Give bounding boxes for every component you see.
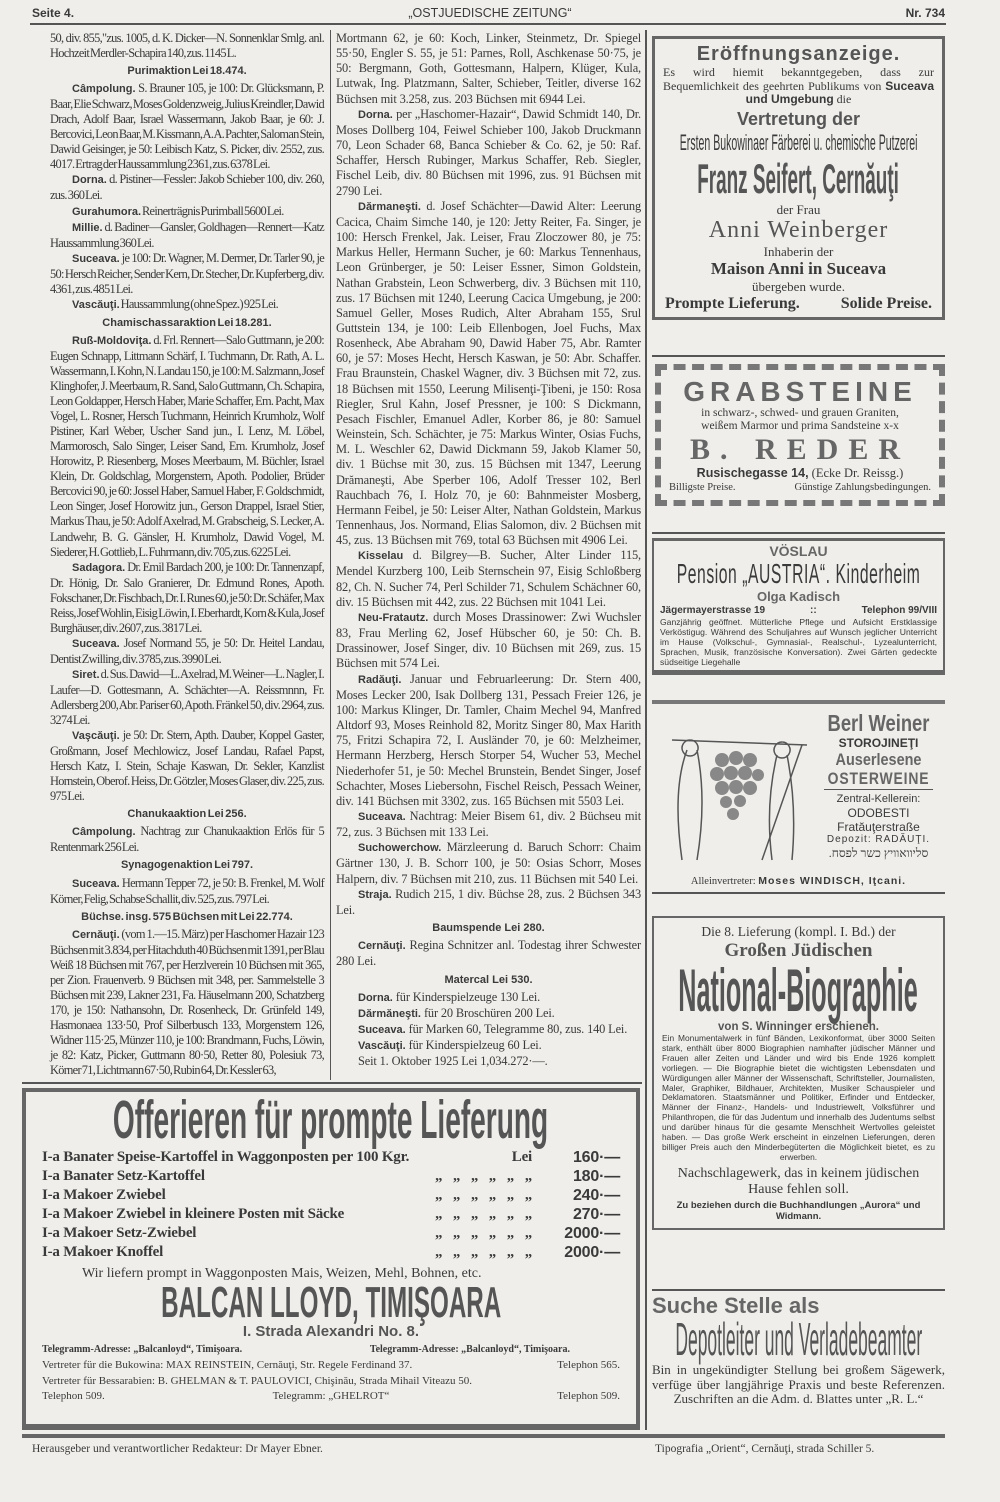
entry-text: Januar und Februarleerung: Dr. Stern 400, Moses Lecker 200, Isak Dollberg 131, Pessach Freier 126, je 100: Markus Klinger, Dr. Tamler, Chaim Mechel 94, Manfred Altdorf 93, Moses Reinhold 82, Moritz Singer 80, Max Harith 75, Fritzi Schapira 72, I. Ausländer 70, je 60: Melzheimer, Hermann Herzberg, Hersch Storper 54, Wucher 53, Mechel Niederhofer 51, je 50: Mechel Brunstein, Bendet Singer, Josef Schachter, Moses Liebersohn, Fischel Reisch, Pessach Weiner, div. 141 Büchsen mit 3302, zus. 165 Büchsen mit 5503 Lei. xyxy=(336,671,642,808)
place-name: Vascăuţi. xyxy=(72,298,120,311)
ditto-marks: „ „ „ „ „ „ xyxy=(434,1206,532,1222)
ad-line: Wir liefern prompt in Waggonposten Mais, Weizen, Mehl, Bohnen, etc. xyxy=(82,1266,482,1281)
entry-text: Hermann Tepper 72, je 50: B. Frenkel, M. Wolf Körner, Felig, Schabse Schallit, div. 525, zus. 797 Lei. xyxy=(50,875,324,906)
ditto-marks: „ „ „ „ „ „ xyxy=(434,1244,532,1260)
entry-text: Rudich 215, 1 div. Büchse 28, zus. 2 Büchsen 343 Lei. xyxy=(336,886,641,917)
ad-line: weißem Marmor und prima Sandsteine x-x xyxy=(701,420,899,432)
place-name: Suceava. xyxy=(72,252,120,265)
entry-text: S. Brauner 105, je 100: Dr. Glücksmann, P. Baar, Elie Schwarz, Moses Goldenzweig, Julius Kreindler, Dawid Drach, Adolf Baar, Israel Wassermann, Jakob Baar, je 60: J. Bercovici, Leon Baar, M. Kissmann, A. A. Pachter, Saloman Stein, Dawid Geisinger, je 50: Leibisch Katz, S. Picker, div. 2552, zus. 4017. Ertrag der Haussammlung 2361, zus. 6378 Lei. xyxy=(50,81,324,172)
ad-address: Jägermayerstrasse 19 xyxy=(660,605,766,616)
entry-text: Nachtrag: Meier Bisem 61, div. 2 Büchseu mit 72, zus. 3 Büchsen mit 133 Lei. xyxy=(336,808,641,840)
donation-entry xyxy=(336,990,641,1006)
section-heading: Matercal Lei 530. xyxy=(444,973,533,986)
donation-entry xyxy=(50,728,324,804)
ad-text: Ganzjährig geöffnet. Mütterliche Pflege und Aufsicht Erstklassige Verköstigug. Während des Schuljahres auf Wunsch jeglicher Unterricht im Hause (Volkschul-, Gymnasial-, Realschul-, Lyzealunterricht, Sprachen, Musik, französische Konversation). Zwei Gärten gedeckte südseitige Liegehalle xyxy=(660,617,937,667)
ad-title: Offerieren für prompte Lieferung xyxy=(113,1090,549,1150)
section-heading: Baumspende Lei 280. xyxy=(432,922,545,935)
ad-line: Telephon 565. xyxy=(557,1359,620,1371)
ad-line: Anni Weinberger xyxy=(708,216,889,243)
donation-entry xyxy=(50,297,324,313)
section-rule xyxy=(652,355,945,357)
entry-text: durch Moses Drassinower: Zwi Wuchsler 83, Frau Merling 62, Josef Hübscher 60, je 50: Ch. B. Drassinower, Josef Singer, div. 10 Büchsen mit 269, zus. 15 Büchsen mit 574 Lei. xyxy=(336,609,641,671)
ad-line: ODOBESTI xyxy=(847,806,910,820)
ad-company: Franz Seifert, Cernăuţi xyxy=(697,154,900,202)
place-name: Suceava. xyxy=(72,877,120,890)
donation-entry xyxy=(336,31,641,107)
ad-balcan-lloyd xyxy=(22,1088,640,1430)
ad-national-biographie xyxy=(652,916,945,1230)
place-name: Gurahumora. xyxy=(72,205,142,218)
donation-entry xyxy=(336,548,641,610)
product-price: 270·— xyxy=(572,1206,620,1223)
column-donations-2 xyxy=(336,31,641,1069)
price-row xyxy=(42,1167,620,1186)
ad-address-note: (Ecke Dr. Reissg.) xyxy=(811,466,904,480)
place-name: Dorna. xyxy=(358,991,393,1004)
product-price: 160·— xyxy=(572,1149,620,1166)
price-row xyxy=(42,1186,620,1205)
ad-title: National-Biographie xyxy=(678,957,919,1024)
entry-text: Regina Schnitzer anl. Todestag ihrer Schwester 280 Lei. xyxy=(336,938,641,969)
ad-title: GRABSTEINE xyxy=(683,376,917,407)
donation-entry xyxy=(50,333,324,560)
place-name: Suchowerchow. xyxy=(358,842,442,855)
footer-printer: Tipografia „Orient“, Cernăuţi, strada Schiller 5. xyxy=(655,1443,875,1455)
product-name: I-a Banater Speise-Kartoffel in Waggonposten per 100 Kgr. xyxy=(42,1149,410,1165)
section-rule xyxy=(652,532,945,534)
place-name: Neu-Fratautz. xyxy=(358,611,429,624)
place-name: Millie. xyxy=(72,221,103,234)
ad-line: Prompte Lieferung. xyxy=(665,294,800,312)
place-name: Straja. xyxy=(358,888,392,901)
section-rule xyxy=(652,700,945,704)
wine-carriers-illustration xyxy=(662,720,812,865)
ad-line: Ersten Bukowinaer Färberei u. chemische Putzerei xyxy=(679,129,918,155)
section-heading: Chanukaaktion Lei 256. xyxy=(127,808,247,821)
ad-company: B. REDER xyxy=(689,433,911,466)
place-name: Radăuţi. xyxy=(358,673,402,686)
ad-line: Depozit: RADĂUŢI. xyxy=(826,834,931,845)
place-name: Suceava. xyxy=(72,637,120,650)
entry-text: 50, div. 855,"zus. 1005, d. K. Dicker—N. Sonnenklar Smlg. anl. Hochzeit Merdler-Schapira 140, zus. 1145 L. xyxy=(50,31,324,61)
issue-number: Nr. 734 xyxy=(905,6,945,20)
ad-seifert xyxy=(652,36,945,320)
page-number: Seite 4. xyxy=(32,6,75,20)
donation-entry xyxy=(50,172,324,203)
ad-line: סליוואוויץ כשר לפסח. xyxy=(828,846,929,860)
place-name: Vascăuţi. xyxy=(358,1040,406,1053)
price-row xyxy=(42,1205,620,1224)
ad-line: Telegramm-Adresse: „Balcanloyd“, Timişoara. xyxy=(369,1344,570,1355)
entry-text: je 100: Dr. Wagner, M. Dermer, Dr. Tarler 90, je 50: Hersch Reicher, Sender Kern, Dr. Stecher, Dr. Kupferberg, div. 4361, zus. 4851 Lei. xyxy=(50,250,324,296)
ad-line: in schwarz-, schwed- und grauen Graniten, xyxy=(701,407,899,419)
section-rule xyxy=(652,1289,945,1291)
ad-line: Maison Anni in Suceava xyxy=(710,258,887,278)
donation-entry xyxy=(336,1006,641,1022)
ad-line: Vertretung der xyxy=(736,108,861,129)
ad-line: Suche Stelle als xyxy=(652,1293,820,1318)
donation-entry xyxy=(336,1038,641,1054)
entry-text: Mortmann 62, je 60: Koch, Linker, Steinmetz, Dr. Spiegel 55·50, Engler S. 55, je 51: Parnes, Roll, Aschkenase 50·75, je 50: Bergmann, Goth, Gottesmann, Halpern, Klüger, Kula, Lutwak, Ing. Platzmann, Salter, Schieber, Teitler, diverse 162 Büchsen mit 3.258, zus. 203 Büchsen mit 6944 Lei. xyxy=(336,31,641,106)
entry-text: Märzleerung d. Baruch Schorr: Chaim Gärtner 130, J. B. Schorr 100, je 50: Osias Schorr, Moses Halpern, div. 7 Büchsen mit 210, zus. 11 Büchsen mit 540 Lei. xyxy=(336,840,642,886)
header-rule xyxy=(30,23,946,25)
ad-line: Inhaberin der xyxy=(763,243,834,259)
product-name: I-a Makoer Zwiebel xyxy=(42,1187,166,1203)
column-donations-1 xyxy=(50,31,324,1078)
donation-entry xyxy=(336,887,641,918)
entry-text: d. Badiner—Gansler, Goldhagen—Rennert—Katz Haussammlung 360 Lei. xyxy=(50,219,324,250)
place-name: Kisselau xyxy=(358,550,404,563)
donation-entry xyxy=(50,667,324,728)
entry-text: Dr. Emil Bardach 200, je 100: Dr. Tannenzapf, Dr. Hönig, Dr. Salo Granierer, Dr. Edmund Rones, Apoth. Fokschaner, Dr. Fischbach, Dr. I. Runes 60, je 50: Dr. Schäfer, Max Reiss, Josef Wohlin, Eisig Löwin, I. Eberhardt, Korn & Kula, Josef Burghäuser, div. 2607, zus. 3817 Lei. xyxy=(50,559,324,635)
donation-entry xyxy=(336,938,641,969)
product-name: I-a Banater Setz-Kartoffel xyxy=(42,1168,205,1184)
ad-line: Günstige Zahlungsbedingungen. xyxy=(794,482,931,493)
section-heading: Chamischassaraktion Lei 18.281. xyxy=(102,316,272,329)
entry-text: Nachtrag zur Chanukaaktion Erlös für 5 Rentenmark 256 Lei. xyxy=(50,824,324,855)
ad-line: Zentral-Kellerein: xyxy=(836,793,921,805)
entry-text: d. Bilgrey—B. Sucher, Alter Linder 115, Mendel Kurzberg 100, Leib Sternschein 97, Eisig Schloßberg 82, Ch. N. Sucher 74, Perl Schilder 71, Schulem Schächner 60, div. 15 Büchsen mit 442, zus. 22 Büchsen mit 1041 Lei. xyxy=(336,548,641,609)
price-list xyxy=(42,1148,620,1262)
column-divider xyxy=(330,30,331,1080)
entry-text: d. Sus. Dawid—L. Axelrad, M. Weiner—L. Nagler, I. Laufer—D. Gottesmann, A. Schächter—A. Reissmnnn, Fr. Adlersberg 200, Abr. Pariser 60, Apoth. Fränkel 50, div. 2964, zus. 3274 Lei. xyxy=(50,666,324,728)
donation-entry xyxy=(336,840,641,886)
price-row xyxy=(42,1148,620,1167)
place-name: Suceava. xyxy=(358,1024,406,1036)
donation-entry xyxy=(336,1054,641,1069)
ad-berl-weiner xyxy=(652,710,945,894)
ad-line: Fratăuţerstraße xyxy=(837,820,920,834)
product-price: 2000·— xyxy=(564,1225,620,1242)
separator: :: xyxy=(810,605,817,616)
entry-text: Seit 1. Oktober 1925 Lei 1,034.272·—. xyxy=(358,1054,548,1069)
entry-text: Reinerträgnis Purimball 5600 Lei. xyxy=(141,203,284,218)
donation-entry xyxy=(50,204,324,220)
place-name: Dărmaneşti. xyxy=(358,200,421,213)
place-name: Dărmăneşti. xyxy=(358,1007,421,1020)
ad-line: Telegramm: „GHELROT“ xyxy=(272,1390,390,1402)
donation-entry xyxy=(336,672,641,809)
ad-line: Moses WINDISCH, Iţcani. xyxy=(758,875,907,887)
ditto-marks: „ „ „ „ „ „ xyxy=(434,1187,532,1203)
ad-text: Ein Monumentalwerk in fünf Bänden, Lexikonformat, über 3000 Seiten stark, enthält über 8000 Biographien namhafter jüdischer Männer und Frauen aller Zeiten und Länder und wird bis Ende 1926 komplett vorliegen. — Die Biographie bietet die wichtigsten Lebensdaten und Würdigungen aller Männer der Wissenschaft, Schriftsteller, Journalisten, Maler, Graphiker, Bildhauer, Architekten, Musiker Schauspieler und Deklamatoren. Staatsmänner und Politiker, Erfinder und Entdecker, Männer der Finanz-, Handels- und Industriewelt, Volksführer und Philanthropen, die für das Judentum und innerhalb des Judentums selbst und darüber hinaus für die gesamte Menschheit Wertvolles geleistet haben. — Das große Werk erscheint in einzelnen Lieferungen, deren billiger Preis auch den Minderbegüterten die Möglichkeit bietet, es zu erwerben. xyxy=(662,1033,935,1162)
entry-text: für Kinderspielzeuge 130 Lei. xyxy=(395,989,541,1004)
donation-entry xyxy=(336,610,641,672)
ad-line: Auserlesene xyxy=(835,750,922,769)
ad-line: der Frau xyxy=(776,201,821,217)
entry-text: je 50: Dr. Stern, Apth. Dauber, Koppel Gaster, Großmann, Josef Mechlowicz, Josef Landau, Rafael Papst, Hersch Katz, I. Stein, Schaje Kaswan, Dr. Sekler, Kanzlist Hornstein, Oberof. Heiss, Dr. Götzler, Moses Glaser, div. 225, zus. 975 Lei. xyxy=(50,728,324,804)
product-name: I-a Makoer Knoffel xyxy=(42,1244,164,1260)
place-name: Suceava. xyxy=(358,810,406,823)
ad-title: Eröffnungsanzeige. xyxy=(696,43,901,65)
ad-line: Alleinvertreter: xyxy=(690,876,756,887)
ditto-marks: „ „ „ „ „ „ xyxy=(434,1225,532,1241)
donation-entry xyxy=(50,251,324,297)
ad-text: Es wird hiemit bekanntgegeben, dass zur Bequemlichkeit des geehrten Publikums von Suceava und Umgebung die xyxy=(663,65,934,106)
donation-entry xyxy=(50,31,324,61)
product-name: I-a Makoer Zwiebel in kleinere Posten mit Säcke xyxy=(42,1206,345,1222)
section-heading: Synagogenaktion Lei 797. xyxy=(120,859,254,872)
donation-entry xyxy=(50,636,324,667)
ad-title: Depotleiter und Verladebeamter xyxy=(675,1313,922,1365)
entry-text: d. Pistiner—Fessler: Jakob Schieber 100, div. 260, zus. 360 Lei. xyxy=(50,172,324,203)
donation-entry xyxy=(50,220,324,251)
place-name: Ruß-Moldoviţa. xyxy=(72,334,152,347)
place-name: Cernăuţi. xyxy=(72,928,120,941)
entry-text: (vom 1.—15. März) per Haschomer Hazair 123 Büchsen mit 3.834, per Hitachduth 40 Büchsen mit 1391, per Blau Weiß 18 Büchsen mit 767, per Herzlverein 10 Büchsen mit 365, per Zion. Frauenverb. 9 Büchsen mit 348, per. Sammelstelle 3 Büchsen mit 239, Lakner 231, Fa. Häuselmann 200, Schatzberg 170, je 150: Nathansohn, Dr. Rosenheck, Dr. Grünfeld 149, Hasmonaea 133·50, Prof Silberbusch 133, Morgenstern 126, Widner 115·25, Münzer 110, je 100: Brandmann, Fuchs, Löwin, je 82: Katz, Picker, Guttmann 80·50, Retter 80, Polesiuk 73, Körner 71, Lichtmann 67·50, Rubin 64, Dr. Kessler 63, xyxy=(50,926,324,1078)
entry-text: per „Haschomer-Hazair“, Dawid Schmidt 140, Dr. Moses Dollberg 104, Feiwel Schieber 100, Jakob Druckmann 70, Leon Schader 68, Banca Schieber & Co. 62, je 50: Raf. Schaffer, Hersch Rubinger, Markus Schaffer, Reb. Siegler, Fischel Leib, div. 80 Büchsen mit 1996, zus. 91 Büchsen mit 2790 Lei. xyxy=(336,106,641,198)
place-name: Dorna. xyxy=(358,108,393,121)
footer-publisher: Herausgeber und verantwortlicher Redakteur: Dr Mayer Ebner. xyxy=(32,1443,323,1455)
footer-rule xyxy=(22,1434,945,1438)
ad-line: von S. Winninger erschienen. xyxy=(718,1021,879,1033)
ad-title: Pension „AUSTRIA“. Kinderheim xyxy=(676,558,921,589)
ad-line: OSTERWEINE xyxy=(824,769,933,790)
place-name: Dorna. xyxy=(72,174,107,187)
entry-text: für Marken 60, Telegramme 80, zus. 140 Lei. xyxy=(408,1022,628,1036)
product-name: I-a Makoer Setz-Zwiebel xyxy=(42,1225,197,1241)
ad-line: VÖSLAU xyxy=(769,543,828,559)
donation-entry xyxy=(50,876,324,907)
donation-entry xyxy=(50,824,324,855)
place-name: Câmpolung. xyxy=(72,83,136,96)
ad-line: übergeben wurde. xyxy=(752,278,845,294)
product-price: 240·— xyxy=(572,1187,620,1204)
section-heading: Büchse. insg. 575 Büchsen mit Lei 22.774. xyxy=(81,910,293,923)
donation-entry xyxy=(336,107,641,199)
donation-entry xyxy=(336,809,641,840)
place-name: Sadagora. xyxy=(72,561,126,574)
product-price: 2000·— xyxy=(564,1244,620,1261)
ad-suche-stelle xyxy=(652,1294,945,1407)
currency-label: Lei xyxy=(511,1149,532,1165)
place-name: Siret. xyxy=(72,668,100,681)
ad-line: Vertreter für die Bukowina: MAX REINSTEIN, Cernăuţi, Str. Regele Ferdinand 37. xyxy=(42,1359,413,1371)
section-rule xyxy=(22,1082,642,1084)
donation-entry xyxy=(336,1022,641,1038)
ad-line: Großen Jüdischen xyxy=(724,940,873,961)
donation-entry xyxy=(336,199,641,549)
ditto-marks: „ „ „ „ „ „ xyxy=(434,1168,532,1184)
section-heading: Purimaktion Lei 18.474. xyxy=(127,65,247,78)
ad-line: Telephon 509. xyxy=(557,1390,620,1402)
ad-line: Nachschlagewerk, das in keinem jüdischen Hause fehlen soll. xyxy=(677,1165,920,1197)
ad-line: Telephon 509. xyxy=(42,1390,105,1402)
entry-text: Josef Normand 55, je 50: Dr. Heitel Landau, Dentist Zwilling, div. 3785, zus. 3990 Lei. xyxy=(50,635,324,666)
ad-line: Telegramm-Adresse: „Balcanloyd“, Timişoara. xyxy=(42,1344,243,1355)
entry-text: d. Josef Schächter—Dawid Alter: Leerung Cacica, Chaim Simche 140, je 120: Jetty Reiter, Fa. Singer, je 100: Hersch Frenkel, Jak. Leiser, Frau Zloczower 80, je 75: Markus Heller, Hermann Sucher, je 60: Markus Tennenhaus, Leon Grünberger, je 50: Leiser Essner, Simon Goldstein, Nathan Grabstein, Leon Schwerberg, div. 3 Büchsen mit 110, zus. 17 Büchsen mit 1240, Leerung Cacica Umgebung, je 200: Samuel Geller, Moses Rudich, Alter Abraham 155, Srul Guttstein 134, je 100: Leib Ellenbogen, Joel Fuchs, Max Rosenheck, Abe Abraham 90, Dawid Haber 75, Abr. Ramter 60, je 57: Moses Hecht, Hersch Kaswan, je 50: Abr. Schaffer. Frau Braunstein, Chaskel Wagner, div. 3 Büchsen mit 72, zus. 18 Büchsen mit 1550, Leerung Milisenţi-Ţibeni, je 150: Rosa Riegler, Srul Kahn, Josef Pressner, je 100: S Dickmann, Pesach Fischler, Emanuel Adler, Korber 86, je 80: Samuel Weinstein, Sch. Schächter, je 75: Markus Winter, Osias Fuchs, M. L. Weschler 62, Dawid Dickmann 59, Jakob Klamer 50, div. 1 Büchse mit 30, zus. 15 Büchsen mit 1347, Leerung Drămaneşti, Abe Sperber 106, Adolf Tresser 102, Berl Rauchbach 76, I. Holz 70, je 60: Bahnmeister Mosberg, Hermann Feibel, je 50: Leiser Alter, Nathan Goldstein, Markus Tennenhaus, Jos. Normand, Elias Salomon, div. 2 Büchsen mit 45, zus. 13 Büchsen mit 769, total 63 Büchsen mit 4906 Lei. xyxy=(336,198,642,548)
ad-address: I. Strada Alexandri No. 8. xyxy=(242,1323,420,1340)
ad-line: Olga Kadisch xyxy=(756,589,841,604)
ad-title: Berl Weiner xyxy=(827,710,930,736)
donation-entry xyxy=(50,560,324,636)
price-row xyxy=(42,1243,620,1262)
price-row xyxy=(42,1224,620,1243)
donation-entry xyxy=(50,927,324,1078)
newspaper-title: „OSTJUEDISCHE ZEITUNG“ xyxy=(408,6,572,20)
entry-text: d. Frl. Rennert—Salo Guttmann, je 200: Eugen Schnapp, Littmann Schärf, I. Tuchmann, Dr. Rath, A. L. Wassermann, I. Kohn, N. Landau 150, je 100: M. Salzmann, Josef Klinghofer, J. Meerbaum, R. Sand, Salo Guttmann, Ch. Schapira, Leon Goldapper, Hersch Haber, Marie Schaffer, Em. Pacht, Max Vogel, L. Rosner, Hersch Tuchmann, Heinrich Krumholz, Wolf Pistiner, Karl Weber, Uscher Sand jun., I. Lenz, M. Löbel, Marmorosch, Salo Singer, Leiser Sand, Em. Krumholz, Josef Horowitz, P. Riesenberg, Moses Meerbaum, M. Büchler, Israel Klein, Dr. Goldschlag, Morgenstern, Apoth. Podolier, Brüder Bercovici 90, je 60: Jossel Haber, Samuel Haber, F. Goldschmidt, Leon Singer, Josef Horowitz jun., Gerson Drappel, Israel Stier, Markus Thau, je 50: Adolf Axelrad, M. Grabscheig, S. Lecker, A. Landwehr, B. G. Gänsler, H. Krumholz, Dawid Vogel, M. Siederer, H. Gottlieb, L. Fuhrmann, div. 705, zus. 6225 Lei. xyxy=(50,332,324,559)
ad-company: BALCAN LLOYD, TIMIŞOARA xyxy=(160,1278,502,1327)
ad-grabsteine xyxy=(655,364,945,506)
place-name: Câmpolung. xyxy=(72,826,136,839)
place-name: Cernăuţi. xyxy=(358,940,406,953)
ad-line: STOROJINEŢI xyxy=(838,736,919,750)
ad-address: Rusischegasse 14, xyxy=(696,466,809,480)
entry-text: für Kinderspielzeug 60 Lei. xyxy=(408,1038,542,1053)
product-price: 180·— xyxy=(572,1168,620,1185)
donation-entry xyxy=(50,81,324,172)
ad-line: Billigste Preise. xyxy=(669,482,736,493)
ad-line: Vertreter für Bessarabien: B. GHELMAN & T. PAULOVICI, Chişinău, Strada Mihail Viteazu 50. xyxy=(42,1375,472,1387)
column-divider xyxy=(645,30,647,1430)
ad-line: Solide Preise. xyxy=(840,294,932,312)
entry-text: für 20 Broschüren 200 Lei. xyxy=(423,1005,555,1020)
place-name: Vaşcăuţi. xyxy=(72,730,120,743)
ad-line: Die 8. Lieferung (kompl. I. Bd.) der xyxy=(701,924,896,939)
ad-pension-austria xyxy=(652,538,945,675)
ad-text: Bin in ungekündigter Stellung bei großem Sägewerk, verfüge über langjährige Praxis und beste Referenzen. Zuschriften an die Adm. d. Blattes unter „R. L.“ xyxy=(652,1362,945,1406)
ad-line: Zu beziehen durch die Buchhandlungen „Aurora“ und Widmann. xyxy=(676,1199,921,1222)
entry-text: Haussammlung (ohne Spez.) 925 Lei. xyxy=(120,296,279,311)
ad-phone: Telephon 99/VIII xyxy=(861,605,937,616)
